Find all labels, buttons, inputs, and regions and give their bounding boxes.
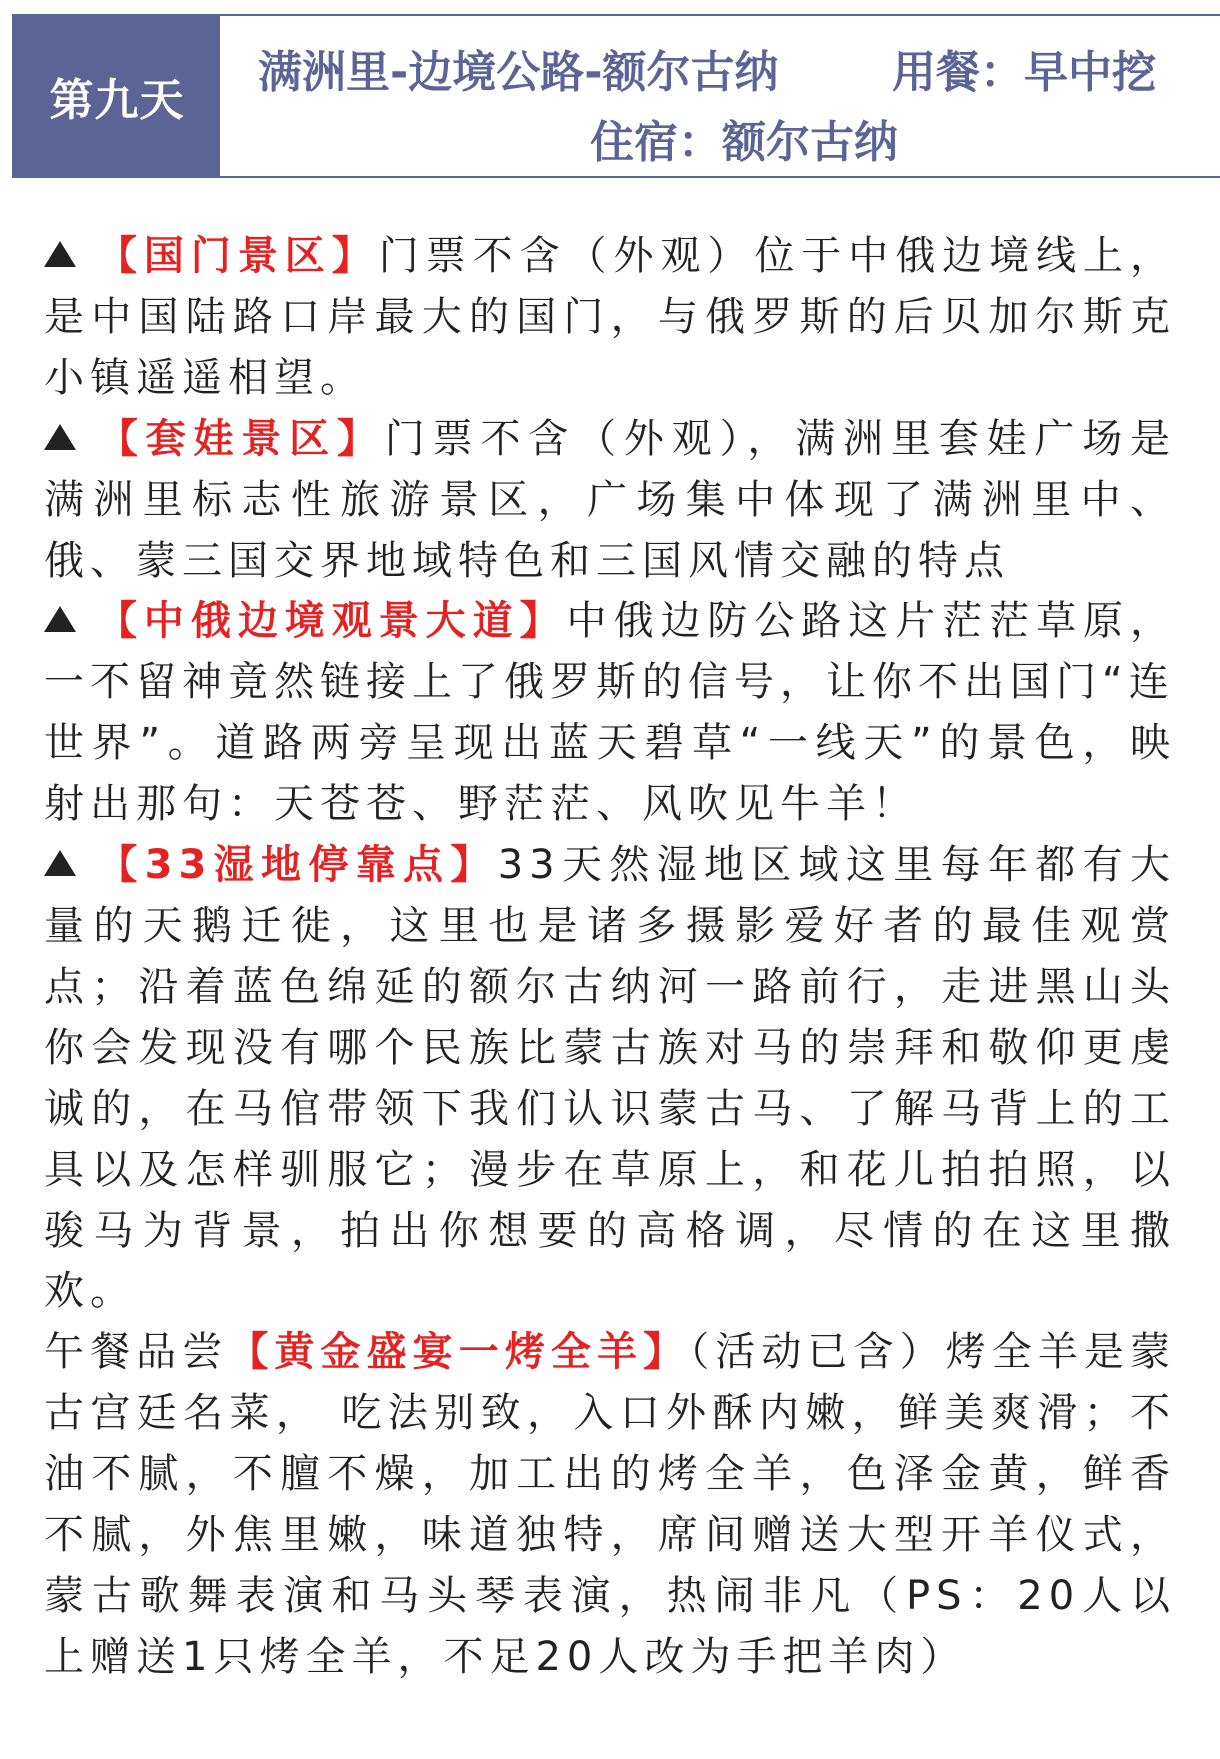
itinerary-content [44,226,1176,1688]
section-title: 【国门景区】 [96,233,379,279]
day-label: 第九天 [14,16,220,176]
section-guomen [44,226,1176,409]
section-prefix: 午餐品尝 [44,1329,229,1376]
triangle-up-icon [44,424,76,450]
triangle-up-icon [44,241,76,267]
section-lunch [44,1322,1176,1687]
section-title: 【33湿地停靠点】 [96,842,498,889]
section-text: 门票不含（外观），满洲里套娃广场是满洲里标志性旅游景区，广场集中体现了满洲里中、俄、蒙三国交界地域特色和三国风情交融的特点 [44,415,1177,584]
section-text: 门票不含（外观）位于中俄边境线上，是中国陆路口岸最大的国门，与俄罗斯的后贝加尔斯克小镇遥遥相望。 [44,233,1177,401]
section-title: 【套娃景区】 [96,415,385,462]
section-title: 【中俄边境观景大道】 [96,598,567,645]
triangle-up-icon [44,850,76,876]
section-wetland [44,835,1176,1322]
section-border-avenue [44,591,1176,835]
section-text-continued: 世界”。道路两旁呈现出蓝天碧草“一线天”的景色，映射出那句：天苍苍、野茫茫、风吹见牛羊！ [44,720,1176,828]
section-text: 33天然湿地区域这里每年都有大量的天鹅迁徙，这里也是诸多摄影爱好者的最佳观赏点；沿着蓝色绵延的额尔古纳河一路前行，走进黑山头你会发现没有哪个民族比蒙古族对马的崇拜和敬仰更虔诚的，在马倌带领下我们认识蒙古马、了解马背上的工具以及怎样驯服它；漫步在草原上，和花儿拍拍照，以骏马为背景，拍出你想要的高格调，尽情的在这里撒欢。 [44,842,1176,1315]
header-info [220,16,1220,176]
route-title: 满洲里-边境公路-额尔古纳 [258,47,779,98]
stay-info: 住宿：额尔古纳 [590,117,898,168]
meals-info: 用餐：早中挖 [892,47,1156,98]
section-title: 【黄金盛宴一烤全羊】 [228,1329,690,1376]
section-text: （活动已含）烤全羊是蒙古宫廷名菜， 吃法别致，入口外酥内嫩，鲜美爽滑；不油不腻，不膻不燥，加工出的烤全羊，色泽金黄，鲜香不腻，外焦里嫩，味道独特，席间赠送大型开羊仪式，蒙古歌舞表演和马头琴表演，热闹非凡（PS：20人以上赠送1只烤全羊，不足20人改为手把羊肉） [44,1329,1177,1680]
section-text: 中俄边防公路这片茫茫草原，一不留神竟然链接上了俄罗斯的信号，让你不出国门“连 [44,598,1177,706]
section-taowa [44,409,1176,592]
day-header [12,14,1220,178]
triangle-up-icon [44,606,76,632]
